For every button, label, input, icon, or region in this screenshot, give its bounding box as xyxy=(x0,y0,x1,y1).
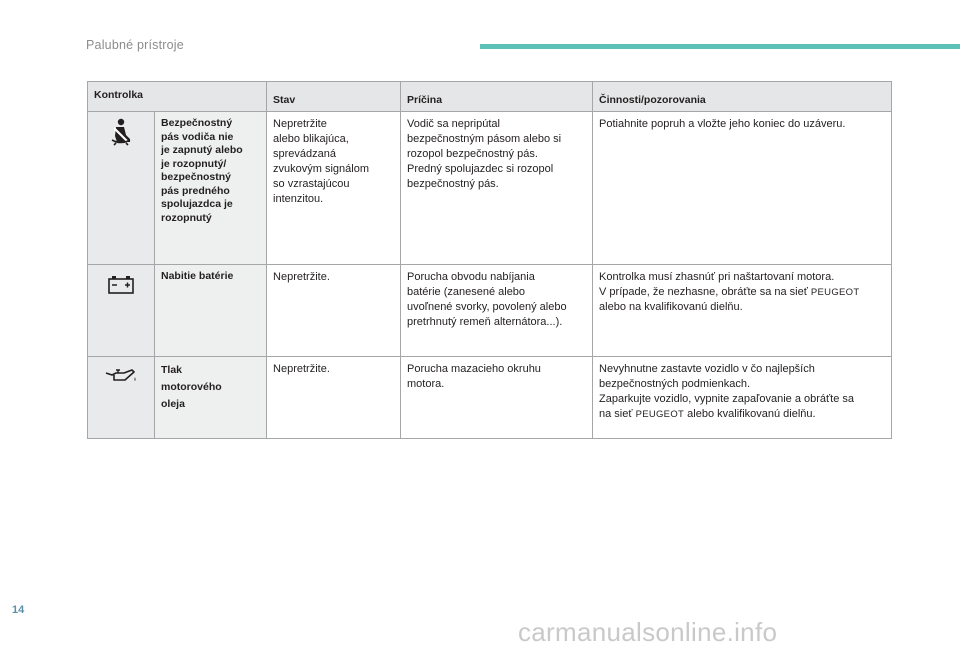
cinnosti-line: Nevyhnutne zastavte vozidlo v čo najlepších xyxy=(599,363,815,375)
pricina-line: motora. xyxy=(407,378,445,390)
table-row xyxy=(88,265,892,357)
name-line: spolujazdca je xyxy=(161,198,233,210)
table-row xyxy=(88,112,892,265)
name-line: Tlak xyxy=(161,364,183,376)
pricina-line: bezpečnostným pásom alebo si xyxy=(407,133,562,145)
watermark: carmanualsonline.info xyxy=(518,617,778,647)
pricina-cell xyxy=(401,112,593,265)
name-line: Bezpečnostný xyxy=(161,117,233,129)
cinnosti-cell xyxy=(593,112,892,265)
title-rule xyxy=(480,44,960,49)
brand-name: PEUGEOT xyxy=(810,287,860,298)
brand-name: PEUGEOT xyxy=(635,409,685,420)
page-number: 14 xyxy=(12,604,25,616)
pricina-line: bezpečnostný pás. xyxy=(407,178,499,190)
cinnosti-cell xyxy=(593,265,892,357)
pricina-line: pretrhnutý remeň alternátora...). xyxy=(407,316,563,328)
stav-line: Nepretržite. xyxy=(273,271,330,283)
cinnosti-line: Potiahnite popruh a vložte jeho koniec do uzáveru. xyxy=(599,118,846,130)
icon-cell xyxy=(88,357,155,439)
name-line: je rozopnutý/ xyxy=(161,157,227,170)
header-kontrolka: Kontrolka xyxy=(88,82,267,112)
seatbelt-warning-icon xyxy=(109,118,133,151)
stav-line: intenzitou. xyxy=(273,193,324,205)
light-name-cell xyxy=(155,265,267,357)
table-header-row xyxy=(88,82,892,112)
name-line: Nabitie batérie xyxy=(161,270,234,282)
light-name-cell xyxy=(155,357,267,439)
name-line: je zapnutý alebo xyxy=(161,144,243,156)
cinnosti-cell xyxy=(593,357,892,439)
pricina-line: rozopol bezpečnostný pás. xyxy=(407,148,538,160)
stav-cell xyxy=(267,357,401,439)
cinnosti-line: bezpečnostných podmienkach. xyxy=(599,378,751,390)
oil-pressure-icon xyxy=(104,367,138,390)
name-line: oleja xyxy=(161,398,185,410)
name-line: pás vodiča nie xyxy=(161,130,234,143)
light-name-cell xyxy=(155,112,267,265)
name-line: bezpečnostný xyxy=(161,171,232,183)
name-line: rozopnutý xyxy=(161,211,212,224)
stav-line: so vzrastajúcou xyxy=(273,178,350,190)
stav-cell xyxy=(267,265,401,357)
pricina-cell xyxy=(401,265,593,357)
pricina-line: Porucha obvodu nabíjania xyxy=(407,271,535,283)
pricina-line: Porucha mazacieho okruhu xyxy=(407,363,541,375)
icon-cell xyxy=(88,112,155,265)
stav-line: Nepretržite. xyxy=(273,363,330,375)
stav-line: alebo blikajúca, xyxy=(273,133,349,145)
pricina-line: Vodič sa nepripútal xyxy=(407,118,500,130)
warning-lights-table xyxy=(87,81,892,439)
name-line: pás predného xyxy=(161,184,230,197)
pricina-line: Predný spolujazdec si rozopol xyxy=(407,163,554,175)
cinnosti-line: Zaparkujte vozidlo, vypnite zapaľovanie a obráťte sa xyxy=(599,393,854,405)
stav-cell xyxy=(267,112,401,265)
cinnosti-line xyxy=(599,285,885,300)
cinnosti-line: Kontrolka musí zhasnúť pri naštartovaní motora. xyxy=(599,271,835,283)
cinnosti-text: V prípade, že nezhasne, obráťte sa na sieť xyxy=(599,286,811,298)
pricina-line: uvoľnené svorky, povolený alebo xyxy=(407,301,567,313)
stav-line: Nepretržite xyxy=(273,118,327,130)
stav-line: zvukovým signálom xyxy=(273,163,369,175)
cinnosti-line xyxy=(599,407,885,422)
cinnosti-text: na sieť xyxy=(599,408,636,420)
cinnosti-line: alebo na kvalifikovanú dielňu. xyxy=(599,301,743,313)
stav-line: sprevádzaná xyxy=(273,148,337,160)
cinnosti-text: alebo kvalifikovanú dielňu. xyxy=(684,408,816,420)
header-pricina: Príčina xyxy=(401,82,593,112)
icon-cell xyxy=(88,265,155,357)
table-row xyxy=(88,357,892,439)
header-cinnosti: Činnosti/pozorovania xyxy=(593,82,892,112)
header-stav: Stav xyxy=(267,82,401,112)
pricina-line: batérie (zanesené alebo xyxy=(407,286,526,298)
name-line: motorového xyxy=(161,381,222,393)
section-title: Palubné prístroje xyxy=(86,38,184,52)
pricina-cell xyxy=(401,357,593,439)
battery-charge-icon xyxy=(107,275,135,300)
